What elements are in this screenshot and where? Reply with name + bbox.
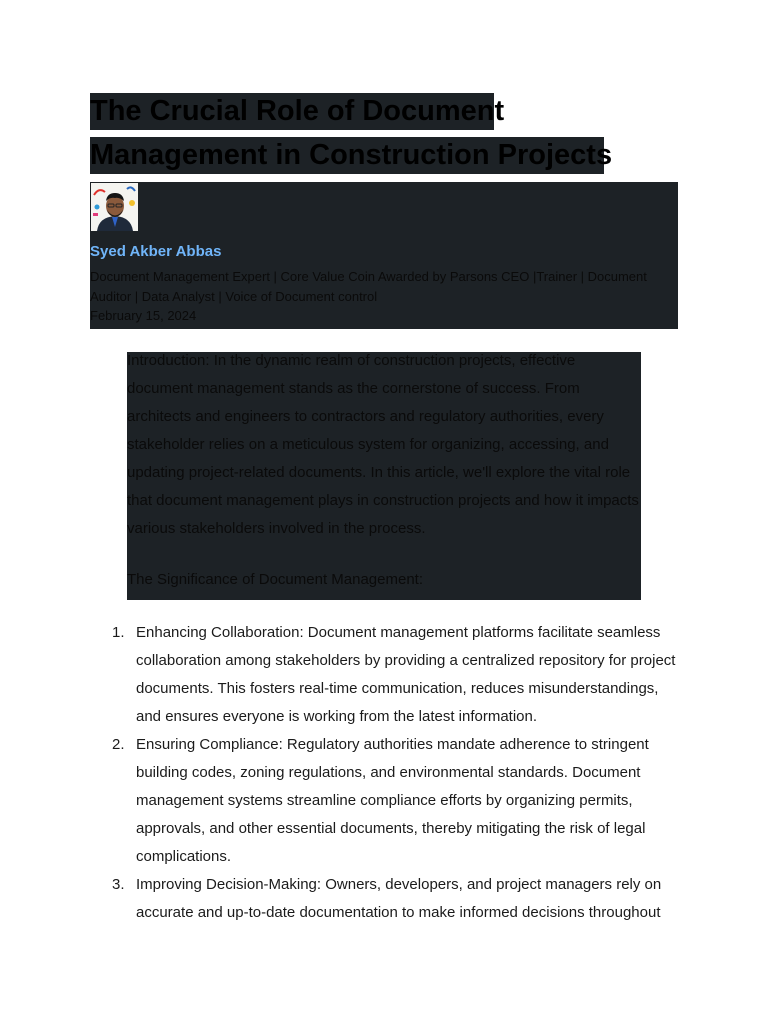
list-item-number: 1. <box>112 624 125 641</box>
article-title-line-1: The Crucial Role of Document <box>90 93 494 130</box>
author-card <box>90 182 678 329</box>
significance-list <box>112 619 682 927</box>
list-item-text: Enhancing Collaboration: Document management platforms facilitate seamless collaboration among stakeholders by providing a centralized repository for project documents. This fosters real-time communication, reduces misunderstandings, and ensures everyone is working from the latest information. <box>136 624 676 725</box>
intro-section <box>127 352 641 600</box>
author-name-link[interactable]: Syed Akber Abbas <box>90 243 222 260</box>
list-item <box>112 871 682 927</box>
list-item-number: 3. <box>112 876 125 893</box>
list-item <box>112 731 682 871</box>
publish-date: February 15, 2024 <box>90 308 197 323</box>
author-avatar[interactable] <box>91 183 138 231</box>
list-item-text: Improving Decision-Making: Owners, developers, and project managers rely on accurate and up-to-date documentation to make informed decisions throughout <box>136 876 662 921</box>
author-headline: Document Management Expert | Core Value Coin Awarded by Parsons CEO |Trainer | Document Auditor | Data Analyst | Voice of Document control <box>90 269 647 304</box>
section-heading: The Significance of Document Management: <box>127 571 423 588</box>
article-title-line-2: Management in Construction Projects <box>90 137 604 174</box>
intro-paragraph: Introduction: In the dynamic realm of construction projects, effective document management stands as the cornerstone of success. From architects and engineers to contractors and regulatory authorities, every stakeholder relies on a meticulous system for organizing, accessing, and updating project-related documents. In this article, we'll explore the vital role that document management plays in construction projects and how it impacts various stakeholders involved in the process. <box>127 352 639 537</box>
list-item-number: 2. <box>112 736 125 753</box>
list-item-text: Ensuring Compliance: Regulatory authorities mandate adherence to stringent building codes, zoning regulations, and environmental standards. Document management systems streamline compliance efforts by organizing permits, approvals, and other essential documents, thereby mitigating the risk of legal complications. <box>136 736 649 865</box>
list-item <box>112 619 682 731</box>
author-avatar-image <box>91 183 138 231</box>
